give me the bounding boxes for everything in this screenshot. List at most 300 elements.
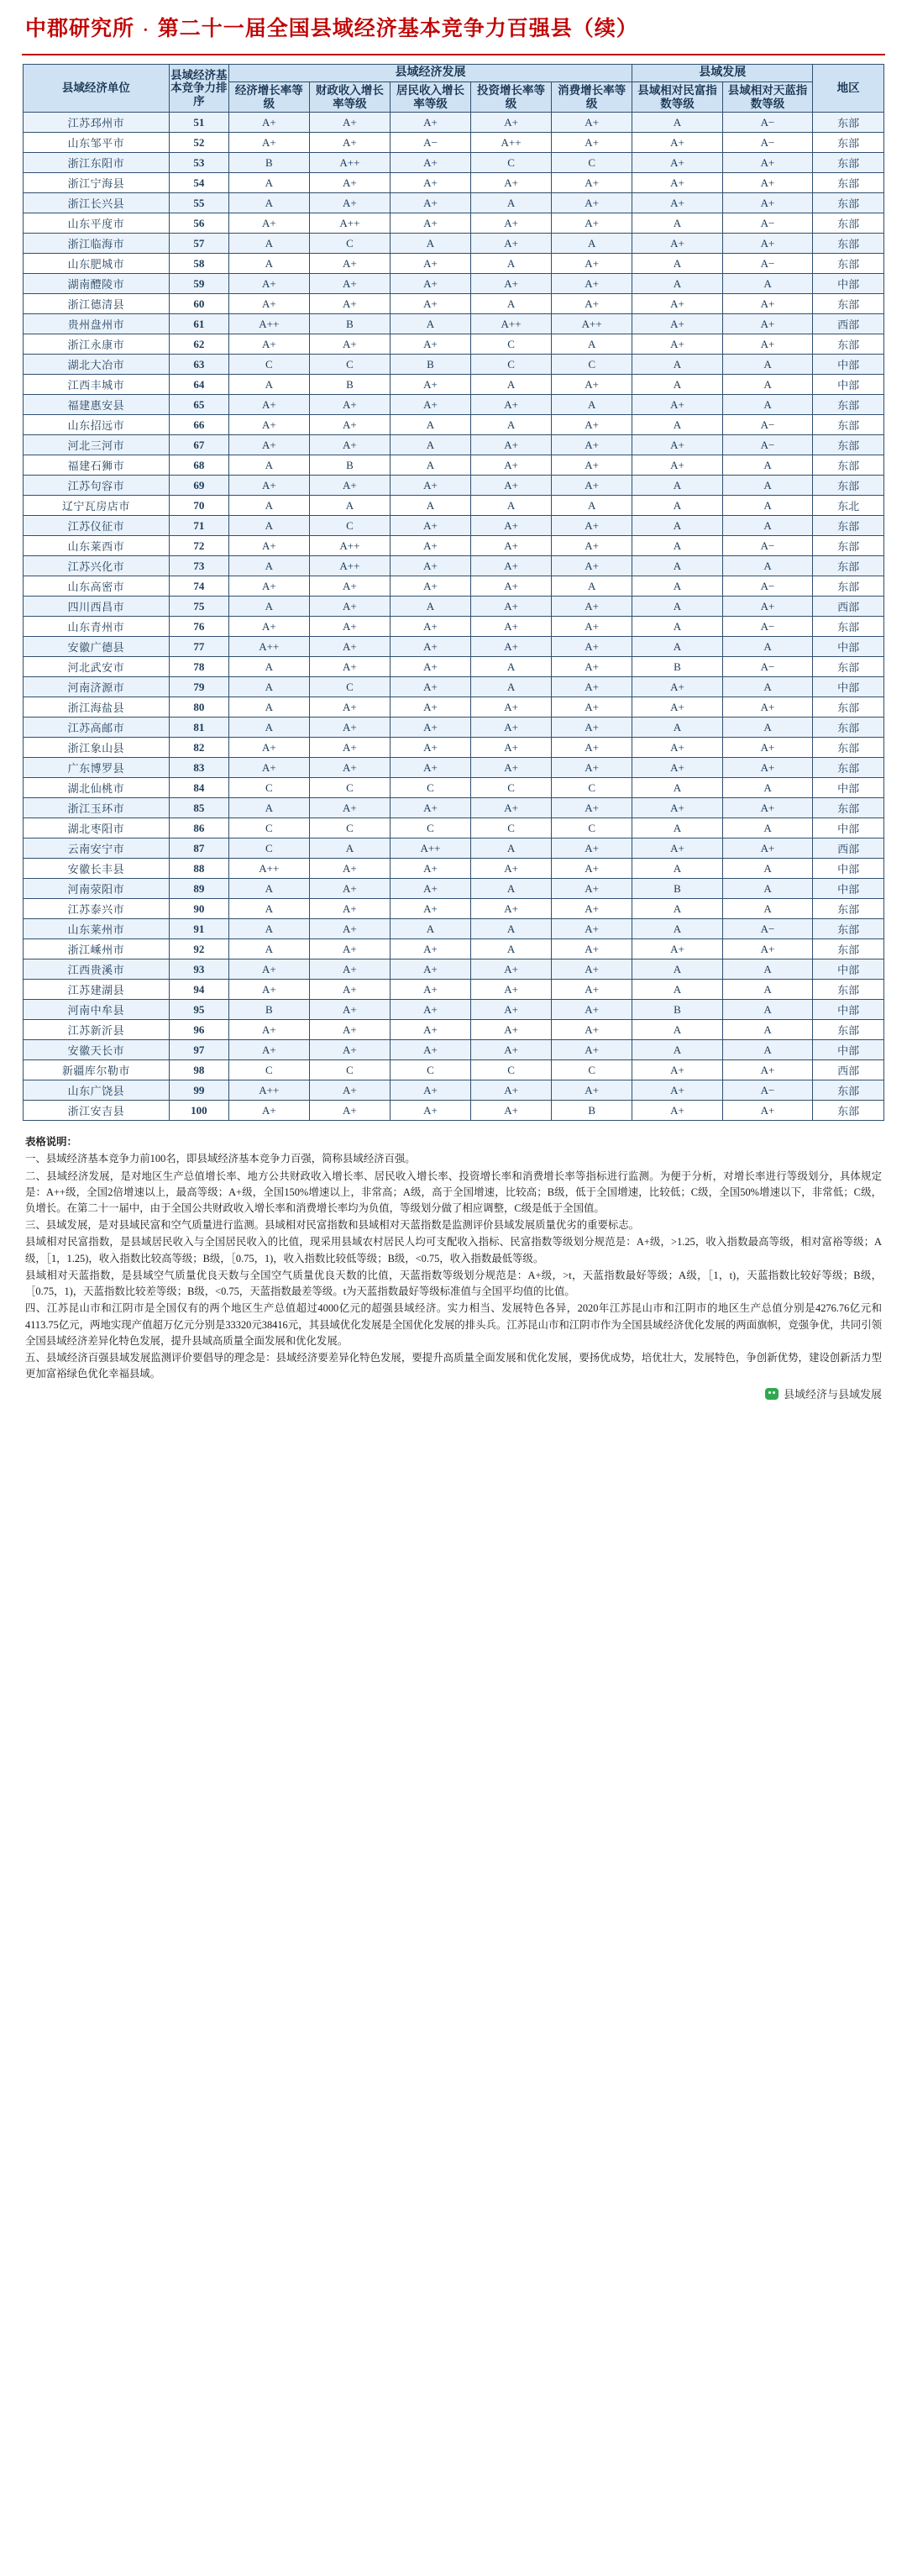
cell-grade-1: A+ [309, 1101, 390, 1121]
cell-grade-5: A [632, 617, 723, 637]
cell-rank: 63 [169, 355, 228, 375]
cell-grade-6: A+ [722, 314, 813, 334]
table-row [24, 1000, 884, 1020]
cell-region: 中部 [813, 274, 884, 294]
cell-grade-6: A [722, 778, 813, 798]
cell-grade-6: A [722, 959, 813, 980]
cell-grade-1: A+ [309, 758, 390, 778]
cell-region: 东部 [813, 899, 884, 919]
cell-grade-5: A [632, 859, 723, 879]
cell-rank: 67 [169, 435, 228, 455]
cell-unit: 山东邹平市 [24, 133, 170, 153]
cell-grade-3: A+ [471, 637, 552, 657]
table-row [24, 738, 884, 758]
cell-grade-6: A [722, 1000, 813, 1020]
cell-grade-5: A+ [632, 435, 723, 455]
cell-grade-0: A+ [228, 980, 309, 1000]
cell-grade-3: A+ [471, 697, 552, 718]
cell-grade-1: B [309, 375, 390, 395]
cell-grade-4: A+ [552, 738, 632, 758]
cell-grade-0: A+ [228, 274, 309, 294]
cell-unit: 福建惠安县 [24, 395, 170, 415]
cell-grade-6: A+ [722, 798, 813, 818]
cell-grade-6: A+ [722, 758, 813, 778]
cell-grade-2: A+ [390, 798, 470, 818]
cell-grade-2: A [390, 496, 470, 516]
table-row [24, 1101, 884, 1121]
cell-unit: 江苏邳州市 [24, 113, 170, 133]
cell-grade-4: A+ [552, 839, 632, 859]
cell-grade-5: A [632, 496, 723, 516]
cell-rank: 68 [169, 455, 228, 476]
cell-region: 西部 [813, 597, 884, 617]
cell-grade-5: A [632, 1020, 723, 1040]
cell-grade-0: A [228, 455, 309, 476]
cell-grade-1: A+ [309, 899, 390, 919]
cell-unit: 湖北大冶市 [24, 355, 170, 375]
cell-grade-0: C [228, 1060, 309, 1080]
cell-grade-1: A+ [309, 395, 390, 415]
cell-rank: 99 [169, 1080, 228, 1101]
table-row [24, 294, 884, 314]
table-row [24, 435, 884, 455]
cell-rank: 58 [169, 254, 228, 274]
table-row [24, 657, 884, 677]
cell-grade-6: A+ [722, 697, 813, 718]
cell-grade-0: A [228, 939, 309, 959]
cell-grade-2: A+ [390, 193, 470, 213]
cell-grade-1: A+ [309, 1020, 390, 1040]
cell-unit: 湖北枣阳市 [24, 818, 170, 839]
table-row [24, 415, 884, 435]
cell-grade-0: A+ [228, 334, 309, 355]
cell-unit: 浙江嵊州市 [24, 939, 170, 959]
table-row [24, 959, 884, 980]
table-row [24, 919, 884, 939]
cell-unit: 浙江玉环市 [24, 798, 170, 818]
cell-region: 东部 [813, 1080, 884, 1101]
cell-unit: 江西贵溪市 [24, 959, 170, 980]
cell-grade-6: A [722, 375, 813, 395]
cell-region: 东部 [813, 738, 884, 758]
cell-grade-4: A+ [552, 718, 632, 738]
cell-unit: 浙江永康市 [24, 334, 170, 355]
table-group-header-row [24, 65, 884, 82]
cell-unit: 河南中牟县 [24, 1000, 170, 1020]
cell-grade-2: A+ [390, 395, 470, 415]
cell-grade-4: A+ [552, 213, 632, 234]
cell-grade-4: A+ [552, 697, 632, 718]
cell-grade-4: A+ [552, 455, 632, 476]
table-row [24, 839, 884, 859]
cell-grade-1: A [309, 839, 390, 859]
cell-grade-6: A [722, 274, 813, 294]
cell-grade-1: A [309, 496, 390, 516]
cell-grade-6: A− [722, 919, 813, 939]
title-separator: · [143, 21, 149, 39]
cell-rank: 95 [169, 1000, 228, 1020]
cell-grade-3: A+ [471, 1080, 552, 1101]
cell-grade-0: A+ [228, 476, 309, 496]
cell-grade-0: A [228, 234, 309, 254]
table-row [24, 496, 884, 516]
cell-region: 东部 [813, 697, 884, 718]
cell-grade-4: A [552, 576, 632, 597]
cell-grade-6: A+ [722, 1101, 813, 1121]
cell-grade-5: A [632, 375, 723, 395]
cell-unit: 江苏建湖县 [24, 980, 170, 1000]
cell-grade-5: A [632, 597, 723, 617]
table-row [24, 516, 884, 536]
cell-grade-4: A+ [552, 476, 632, 496]
cell-grade-6: A [722, 859, 813, 879]
cell-grade-0: A+ [228, 1020, 309, 1040]
cell-grade-2: A+ [390, 657, 470, 677]
cell-grade-3: A+ [471, 576, 552, 597]
note-paragraph: 一、县域经济基本竞争力前100名，即县域经济基本竞争力百强，简称县域经济百强。 [25, 1153, 416, 1165]
cell-grade-5: A+ [632, 697, 723, 718]
cell-grade-6: A+ [722, 738, 813, 758]
cell-grade-0: C [228, 818, 309, 839]
cell-grade-4: A+ [552, 1000, 632, 1020]
cell-grade-3: A+ [471, 234, 552, 254]
cell-grade-4: A+ [552, 959, 632, 980]
cell-grade-0: A++ [228, 1080, 309, 1101]
cell-grade-0: A [228, 657, 309, 677]
header-col-6: 县域相对天蓝指数等级 [722, 82, 813, 113]
cell-grade-0: A [228, 697, 309, 718]
cell-grade-0: A+ [228, 213, 309, 234]
page-header [0, 0, 907, 49]
cell-grade-1: C [309, 234, 390, 254]
cell-region: 中部 [813, 375, 884, 395]
cell-grade-4: A+ [552, 597, 632, 617]
cell-grade-5: A [632, 516, 723, 536]
cell-grade-0: A [228, 556, 309, 576]
cell-grade-2: A− [390, 133, 470, 153]
cell-rank: 57 [169, 234, 228, 254]
header-group-county-dev: 县域发展 [632, 65, 813, 82]
cell-grade-5: A+ [632, 1101, 723, 1121]
cell-region: 东部 [813, 294, 884, 314]
cell-grade-4: A+ [552, 375, 632, 395]
cell-grade-5: A [632, 476, 723, 496]
cell-grade-0: A+ [228, 113, 309, 133]
cell-grade-1: A+ [309, 980, 390, 1000]
cell-grade-2: A+ [390, 859, 470, 879]
header-group-econ-dev: 县域经济发展 [228, 65, 632, 82]
cell-grade-5: B [632, 657, 723, 677]
cell-unit: 辽宁瓦房店市 [24, 496, 170, 516]
cell-grade-2: A+ [390, 113, 470, 133]
cell-grade-3: A++ [471, 314, 552, 334]
table-row [24, 173, 884, 193]
cell-grade-4: A [552, 496, 632, 516]
cell-grade-0: A+ [228, 294, 309, 314]
cell-grade-6: A [722, 1040, 813, 1060]
cell-region: 中部 [813, 859, 884, 879]
page-footer [25, 1385, 882, 1401]
cell-grade-2: A+ [390, 899, 470, 919]
cell-region: 东部 [813, 657, 884, 677]
cell-region: 东部 [813, 536, 884, 556]
cell-region: 西部 [813, 314, 884, 334]
cell-unit: 江苏泰兴市 [24, 899, 170, 919]
cell-grade-3: A+ [471, 738, 552, 758]
cell-unit: 山东莱州市 [24, 919, 170, 939]
cell-rank: 51 [169, 113, 228, 133]
table-row [24, 455, 884, 476]
cell-grade-2: A+ [390, 637, 470, 657]
cell-grade-1: A+ [309, 294, 390, 314]
cell-grade-3: A+ [471, 859, 552, 879]
table-row [24, 879, 884, 899]
cell-grade-6: A [722, 899, 813, 919]
cell-grade-2: A [390, 415, 470, 435]
cell-grade-5: A+ [632, 758, 723, 778]
note-paragraph: 三、县域发展，是对县域民富和空气质量进行监测。县域相对民富指数和县域相对天蓝指数是监测评价县域发展质量优劣的重要标志。 [25, 1219, 640, 1232]
cell-grade-6: A [722, 637, 813, 657]
cell-grade-0: A+ [228, 576, 309, 597]
cell-grade-0: A++ [228, 859, 309, 879]
table-row [24, 899, 884, 919]
cell-unit: 浙江安吉县 [24, 1101, 170, 1121]
cell-grade-6: A [722, 516, 813, 536]
cell-grade-1: A+ [309, 597, 390, 617]
table-row [24, 355, 884, 375]
cell-grade-5: A [632, 959, 723, 980]
cell-grade-2: A+ [390, 1101, 470, 1121]
cell-unit: 江苏高邮市 [24, 718, 170, 738]
cell-rank: 93 [169, 959, 228, 980]
cell-grade-6: A− [722, 415, 813, 435]
cell-grade-5: A+ [632, 1060, 723, 1080]
cell-grade-4: A+ [552, 274, 632, 294]
cell-grade-3: A+ [471, 718, 552, 738]
table-row [24, 677, 884, 697]
cell-region: 中部 [813, 879, 884, 899]
cell-unit: 新疆库尔勒市 [24, 1060, 170, 1080]
cell-grade-2: A+ [390, 959, 470, 980]
cell-grade-6: A+ [722, 234, 813, 254]
cell-grade-6: A− [722, 536, 813, 556]
cell-unit: 山东招远市 [24, 415, 170, 435]
cell-grade-1: A+ [309, 738, 390, 758]
cell-rank: 91 [169, 919, 228, 939]
cell-grade-1: A++ [309, 213, 390, 234]
cell-grade-2: A+ [390, 516, 470, 536]
cell-grade-3: A+ [471, 959, 552, 980]
table-row [24, 778, 884, 798]
cell-grade-0: A+ [228, 617, 309, 637]
cell-grade-2: A+ [390, 536, 470, 556]
cell-grade-1: A+ [309, 718, 390, 738]
cell-unit: 山东青州市 [24, 617, 170, 637]
cell-grade-2: A+ [390, 254, 470, 274]
cell-grade-4: C [552, 355, 632, 375]
cell-rank: 53 [169, 153, 228, 173]
cell-region: 东部 [813, 193, 884, 213]
cell-rank: 76 [169, 617, 228, 637]
cell-grade-3: A+ [471, 516, 552, 536]
cell-rank: 79 [169, 677, 228, 697]
cell-grade-5: A+ [632, 455, 723, 476]
cell-grade-4: A+ [552, 556, 632, 576]
cell-grade-2: A [390, 919, 470, 939]
cell-region: 东部 [813, 334, 884, 355]
cell-grade-1: B [309, 314, 390, 334]
cell-grade-2: C [390, 1060, 470, 1080]
table-row [24, 576, 884, 597]
cell-grade-1: C [309, 1060, 390, 1080]
cell-grade-4: A+ [552, 1020, 632, 1040]
cell-unit: 浙江象山县 [24, 738, 170, 758]
cell-region: 东部 [813, 919, 884, 939]
cell-grade-0: A [228, 516, 309, 536]
cell-grade-3: A+ [471, 213, 552, 234]
cell-rank: 96 [169, 1020, 228, 1040]
cell-unit: 山东肥城市 [24, 254, 170, 274]
cell-unit: 河北武安市 [24, 657, 170, 677]
cell-grade-1: A+ [309, 657, 390, 677]
cell-grade-1: C [309, 516, 390, 536]
cell-grade-3: A+ [471, 1040, 552, 1060]
cell-grade-2: B [390, 355, 470, 375]
note-paragraph: 县域相对民富指数，是县域居民收入与全国居民收入的比值，现采用县域农村居民人均可支配收入指标、民富指数等级划分规范是：A+级，>1.25，收入指数最高等级，相对富裕等级；A级，［1，1.25)，收入指数比较高等级；B级，［0.75，1)，收入指数比较低等级；B级，<0.75，收入指数最低等级。 [25, 1236, 882, 1264]
cell-grade-1: A+ [309, 697, 390, 718]
cell-grade-2: A+ [390, 879, 470, 899]
cell-grade-2: A+ [390, 1020, 470, 1040]
cell-grade-0: A++ [228, 314, 309, 334]
cell-grade-6: A [722, 355, 813, 375]
note-paragraph: 四、江苏昆山市和江阴市是全国仅有的两个地区生产总值超过4000亿元的超强县域经济。实力相当、发展特色各异，2020年江苏昆山市和江阴市的地区生产总值分别是4276.76亿元和4113.75亿元，两地实现产值超万亿元分别是33320元38416元，其县域优化发展是全国优化发展的排头兵。江苏昆山市和江阴市作为全国县域经济优化发展的两面旗帜，竞强争优，共同引领全国县域经济差异化特色发展，提升县域高质量全面发展和优化发展。 [25, 1302, 882, 1347]
table-row [24, 1060, 884, 1080]
cell-region: 东部 [813, 213, 884, 234]
cell-rank: 92 [169, 939, 228, 959]
cell-grade-6: A− [722, 133, 813, 153]
cell-unit: 浙江海盐县 [24, 697, 170, 718]
cell-grade-1: A+ [309, 959, 390, 980]
cell-region: 中部 [813, 778, 884, 798]
cell-grade-5: A+ [632, 334, 723, 355]
cell-unit: 河南济源市 [24, 677, 170, 697]
cell-grade-6: A+ [722, 939, 813, 959]
table-row [24, 1020, 884, 1040]
cell-rank: 77 [169, 637, 228, 657]
cell-grade-1: A+ [309, 617, 390, 637]
cell-grade-2: A+ [390, 213, 470, 234]
cell-grade-0: A+ [228, 959, 309, 980]
cell-grade-1: C [309, 355, 390, 375]
cell-grade-1: A+ [309, 1080, 390, 1101]
cell-grade-4: A+ [552, 899, 632, 919]
cell-region: 东部 [813, 455, 884, 476]
cell-grade-1: A+ [309, 193, 390, 213]
cell-grade-3: A+ [471, 798, 552, 818]
table-row [24, 193, 884, 213]
cell-grade-5: A [632, 556, 723, 576]
notes-list [25, 1151, 882, 1382]
cell-grade-3: A++ [471, 133, 552, 153]
cell-rank: 100 [169, 1101, 228, 1121]
cell-grade-1: A++ [309, 536, 390, 556]
cell-grade-1: C [309, 778, 390, 798]
cell-grade-4: A+ [552, 254, 632, 274]
cell-grade-3: A+ [471, 758, 552, 778]
cell-grade-2: A+ [390, 758, 470, 778]
cell-rank: 88 [169, 859, 228, 879]
cell-unit: 江苏句容市 [24, 476, 170, 496]
cell-rank: 69 [169, 476, 228, 496]
cell-grade-1: A+ [309, 1000, 390, 1020]
cell-grade-6: A− [722, 254, 813, 274]
cell-unit: 湖北仙桃市 [24, 778, 170, 798]
org-name: 中郡研究所 [25, 18, 135, 40]
cell-grade-2: A+ [390, 294, 470, 314]
cell-grade-4: A [552, 395, 632, 415]
cell-grade-3: A+ [471, 536, 552, 556]
cell-grade-5: A+ [632, 738, 723, 758]
cell-grade-0: A+ [228, 758, 309, 778]
cell-rank: 89 [169, 879, 228, 899]
table-row [24, 980, 884, 1000]
cell-unit: 四川西昌市 [24, 597, 170, 617]
table-row [24, 334, 884, 355]
cell-grade-1: A+ [309, 113, 390, 133]
cell-region: 东部 [813, 798, 884, 818]
cell-rank: 85 [169, 798, 228, 818]
cell-grade-1: A+ [309, 637, 390, 657]
cell-grade-4: A++ [552, 314, 632, 334]
cell-grade-2: A+ [390, 556, 470, 576]
cell-region: 中部 [813, 959, 884, 980]
cell-grade-5: A+ [632, 173, 723, 193]
cell-grade-0: A [228, 919, 309, 939]
cell-grade-4: A+ [552, 637, 632, 657]
cell-rank: 97 [169, 1040, 228, 1060]
cell-grade-3: C [471, 778, 552, 798]
cell-grade-5: A [632, 113, 723, 133]
cell-grade-2: A [390, 597, 470, 617]
cell-region: 西部 [813, 1060, 884, 1080]
cell-rank: 65 [169, 395, 228, 415]
cell-grade-1: A+ [309, 254, 390, 274]
header-rank: 县域经济基本竞争力排序 [169, 65, 228, 113]
cell-rank: 86 [169, 818, 228, 839]
cell-region: 东部 [813, 113, 884, 133]
cell-grade-1: A+ [309, 1040, 390, 1060]
cell-grade-5: A [632, 818, 723, 839]
cell-rank: 73 [169, 556, 228, 576]
header-col-1: 财政收入增长率等级 [309, 82, 390, 113]
cell-grade-5: A+ [632, 153, 723, 173]
cell-grade-6: A [722, 496, 813, 516]
cell-grade-5: A+ [632, 839, 723, 859]
cell-grade-0: A+ [228, 536, 309, 556]
cell-rank: 55 [169, 193, 228, 213]
cell-rank: 98 [169, 1060, 228, 1080]
cell-grade-5: A+ [632, 314, 723, 334]
cell-rank: 84 [169, 778, 228, 798]
table-row [24, 274, 884, 294]
cell-grade-3: A+ [471, 476, 552, 496]
cell-grade-3: A [471, 919, 552, 939]
table-row [24, 818, 884, 839]
cell-grade-3: C [471, 818, 552, 839]
cell-region: 东北 [813, 496, 884, 516]
cell-grade-2: C [390, 778, 470, 798]
cell-grade-3: A+ [471, 173, 552, 193]
